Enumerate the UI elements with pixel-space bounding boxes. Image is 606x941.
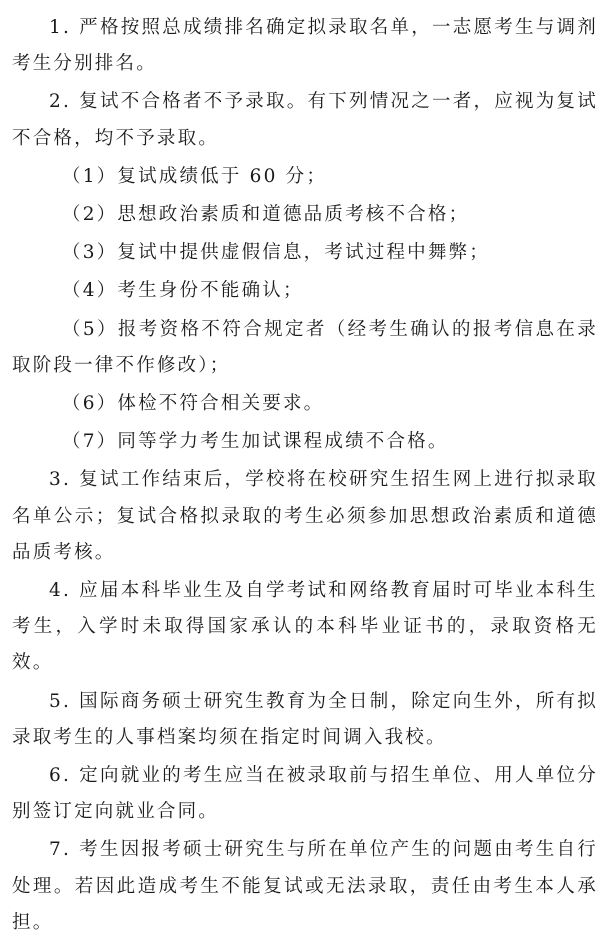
paragraph-targeted-employment: 6. 定向就业的考生应当在被录取前与招生单位、用人单位分别签订定向就业合同。 [12, 765, 598, 823]
paragraph-ranking-rule: 1. 严格按照总成绩排名确定拟录取名单，一志愿考生与调剂考生分别排名。 [12, 17, 598, 75]
paragraph-public-notice: 3. 复试工作结束后，学校将在校研究生招生网上进行拟录取名单公示；复试合格拟录取的考生必须参加思想政治素质和道德品质考核。 [12, 469, 598, 563]
list-item-eligibility: （5）报考资格不符合规定者（经考生确认的报考信息在录取阶段一律不作修改）； [12, 318, 598, 376]
list-item-equivalent-degree: （7）同等学力考生加试课程成绩不合格。 [62, 431, 449, 453]
list-item-false-information: （3）复试中提供虚假信息，考试过程中舞弊； [62, 242, 490, 264]
list-item-identity-unconfirmed: （4）考生身份不能确认； [62, 280, 304, 302]
list-item-score-below-60: （1）复试成绩低于 60 分； [62, 165, 328, 187]
paragraph-graduation-certificate: 4. 应届本科毕业生及自学考试和网络教育届时可毕业本科生考生，入学时未取得国家承认的本科毕业证书的，录取资格无效。 [12, 580, 598, 674]
list-item-political-assessment: （2）思想政治素质和道德品质考核不合格； [62, 204, 470, 226]
list-item-physical-exam: （6）体检不符合相关要求。 [62, 393, 325, 415]
paragraph-candidate-responsibility: 7. 考生因报考硕士研究生与所在单位产生的问题由考生自行处理。若因此造成考生不能复试或无法录取，责任由考生本人承担。 [12, 839, 598, 933]
paragraph-personnel-files: 5. 国际商务硕士研究生教育为全日制，除定向生外，所有拟录取考生的人事档案均须在指定时间调入我校。 [12, 690, 598, 748]
paragraph-retest-failure: 2. 复试不合格者不予录取。有下列情况之一者，应视为复试不合格，均不予录取。 [12, 91, 598, 149]
